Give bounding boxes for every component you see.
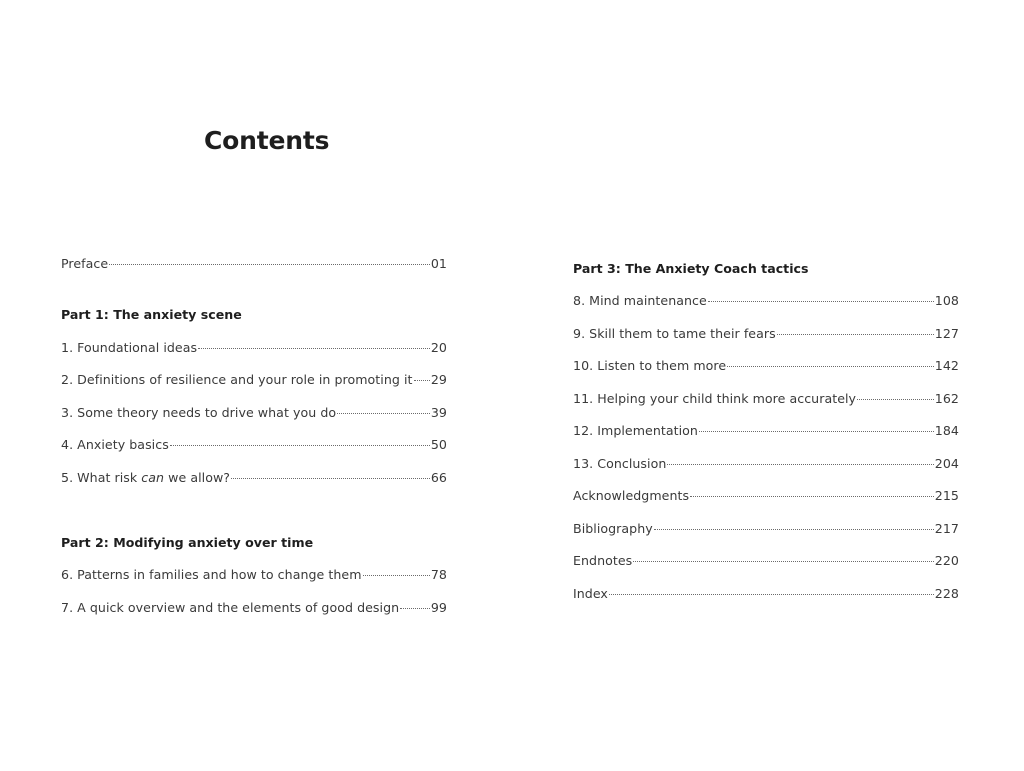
toc-entry-preface[interactable] [61, 256, 447, 271]
toc-entry-label: 9. Skill them to tame their fears [573, 326, 776, 341]
toc-entry-page: 162 [934, 391, 959, 406]
dot-leader [690, 495, 934, 497]
toc-entry-label: Index [573, 586, 608, 601]
dot-leader [777, 333, 934, 335]
toc-entry-label: 13. Conclusion [573, 456, 667, 471]
toc-entry-label-italic: can [141, 470, 165, 485]
toc-entry-page: 01 [430, 256, 447, 271]
toc-entry-endnotes[interactable] [573, 553, 959, 568]
toc-entry-label-part: we allow? [164, 470, 231, 485]
toc-entry-5[interactable] [61, 470, 447, 485]
toc-entry-8[interactable] [573, 293, 959, 308]
dot-leader [363, 574, 430, 576]
dot-leader [170, 444, 430, 446]
toc-entry-2[interactable] [61, 372, 447, 387]
toc-entry-label: Acknowledgments [573, 488, 690, 503]
toc-entry-9[interactable] [573, 326, 959, 341]
page-title: Contents [204, 126, 330, 155]
part-heading-2: Part 2: Modifying anxiety over time [61, 535, 314, 550]
toc-entry-page: 204 [934, 456, 959, 471]
toc-entry-label: Bibliography [573, 521, 653, 536]
toc-entry-label: 3. Some theory needs to drive what you do [61, 405, 337, 420]
toc-entry-label: 8. Mind maintenance [573, 293, 707, 308]
dot-leader [633, 560, 934, 562]
toc-entry-label: 12. Implementation [573, 423, 698, 438]
toc-entry-label: 4. Anxiety basics [61, 437, 169, 452]
toc-entry-1[interactable] [61, 340, 447, 355]
part-heading-3: Part 3: The Anxiety Coach tactics [573, 261, 809, 276]
toc-entry-label: 11. Helping your child think more accurately [573, 391, 857, 406]
toc-entry-page: 228 [934, 586, 959, 601]
toc-entry-label: Preface [61, 256, 109, 271]
toc-entry-bibliography[interactable] [573, 521, 959, 536]
toc-entry-page: 20 [430, 340, 447, 355]
dot-leader [414, 379, 430, 381]
dot-leader [727, 365, 934, 367]
toc-entry-label: Endnotes [573, 553, 633, 568]
dot-leader [609, 593, 934, 595]
toc-entry-page: 142 [934, 358, 959, 373]
part-heading-1: Part 1: The anxiety scene [61, 307, 242, 322]
dot-leader [667, 463, 933, 465]
toc-entry-label: 7. A quick overview and the elements of good design [61, 600, 400, 615]
toc-entry-label: 2. Definitions of resilience and your role in promoting it [61, 372, 413, 387]
toc-entry-page: 184 [934, 423, 959, 438]
dot-leader [654, 528, 934, 530]
toc-entry-label: 6. Patterns in families and how to change them [61, 567, 362, 582]
dot-leader [400, 607, 430, 609]
toc-entry-7[interactable] [61, 600, 447, 615]
toc-entry-4[interactable] [61, 437, 447, 452]
dot-leader [708, 300, 934, 302]
toc-entry-6[interactable] [61, 567, 447, 582]
toc-entry-label-part: 5. What risk [61, 470, 142, 485]
toc-entry-page: 29 [430, 372, 447, 387]
toc-entry-11[interactable] [573, 391, 959, 406]
toc-entry-13[interactable] [573, 456, 959, 471]
toc-entry-label: 10. Listen to them more [573, 358, 727, 373]
toc-entry-page: 220 [934, 553, 959, 568]
dot-leader [198, 347, 430, 349]
toc-entry-label: 1. Foundational ideas [61, 340, 198, 355]
toc-entry-page: 39 [430, 405, 447, 420]
toc-entry-label [61, 470, 230, 485]
dot-leader [857, 398, 934, 400]
toc-entry-index[interactable] [573, 586, 959, 601]
toc-entry-page: 66 [430, 470, 447, 485]
toc-entry-12[interactable] [573, 423, 959, 438]
toc-entry-10[interactable] [573, 358, 959, 373]
dot-leader [109, 263, 430, 265]
toc-entry-page: 78 [430, 567, 447, 582]
toc-entry-acknowledgments[interactable] [573, 488, 959, 503]
dot-leader [337, 412, 430, 414]
toc-entry-page: 99 [430, 600, 447, 615]
dot-leader [699, 430, 934, 432]
toc-entry-page: 217 [934, 521, 959, 536]
dot-leader [231, 477, 430, 479]
toc-entry-3[interactable] [61, 405, 447, 420]
toc-entry-page: 50 [430, 437, 447, 452]
toc-entry-page: 108 [934, 293, 959, 308]
toc-entry-page: 127 [934, 326, 959, 341]
toc-entry-page: 215 [934, 488, 959, 503]
